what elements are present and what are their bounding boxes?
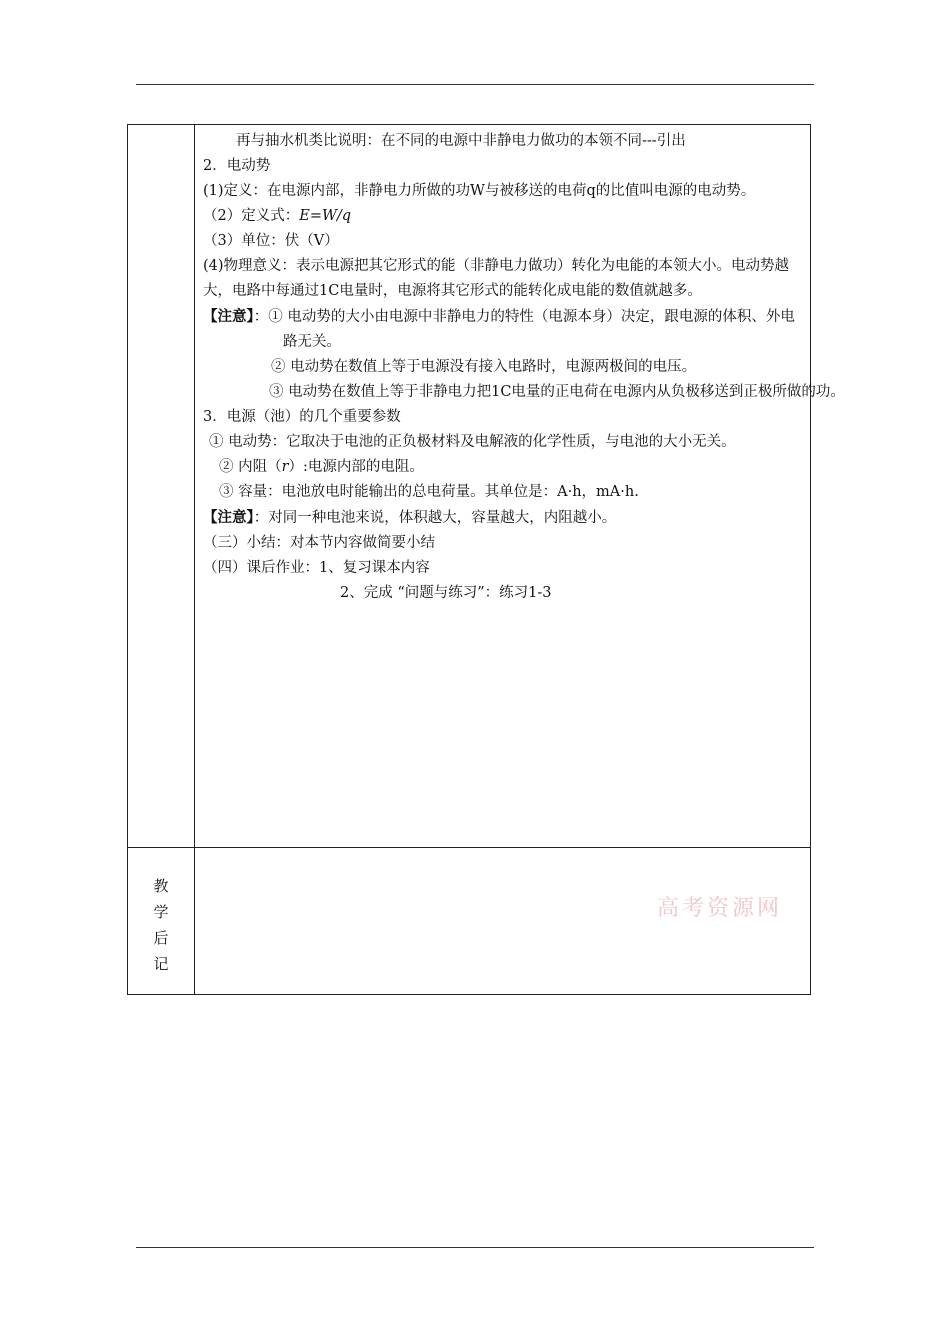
section-heading-params: 3．电源（池）的几个重要参数 [203,409,401,425]
row-divider [128,847,810,848]
note-label: 【注意】 [203,509,254,526]
emf-definition: (1)定义：在电源内部，非静电力所做的功W与被移送的电荷q的比值叫电源的电动势。 [203,183,756,199]
watermark-stamp: 高考资源网 [657,896,783,921]
note-4: 【注意】：对同一种电池来说，体积越大，容量越大，内阻越小。 [203,509,617,526]
emf-unit: （3）单位：伏（V） [203,233,339,249]
footer-rule [136,1247,814,1248]
analogy-line: 再与抽水机类比说明：在不同的电源中非静电力做功的本领不同---引出 [236,133,686,149]
param-resistance: ② 内阻（r）:电源内部的电阻。 [219,459,424,475]
homework-line-2: 2、完成 “问题与练习”：练习1-3 [340,585,552,601]
emf-meaning: (4)物理意义：表示电源把其它形式的能（非静电力做功）转化为电能的本领大小。电动势越大，电路中每通过1C电量时，电源将其它形式的能转化成电能的数值就越多。 [203,258,790,299]
teaching-reflection-label: 教 学 后 记 [153,877,169,973]
note-label: 【注意】 [203,308,254,325]
lesson-table [127,124,845,995]
note-2: ② 电动势在数值上等于电源没有接入电路时，电源两极间的电压。 [271,359,697,375]
param-capacity: ③ 容量：电池放电时能输出的总电荷量。其单位是：A·h，mA·h. [219,484,639,500]
note-3: ③ 电动势在数值上等于非静电力把1C电量的正电荷在电源内从负极移送到正极所做的功。 [269,384,845,400]
section-heading-emf: 2．电动势 [203,158,271,174]
formula-label: （2）定义式： [203,208,300,224]
header-rule [136,84,814,85]
formula: E=W/q [299,208,352,224]
note-1: 【注意】：① 电动势的大小由电源中非静电力的特性（电源本身）决定，跟电源的体积、外电路无关。 [203,308,795,350]
column-divider [194,125,195,994]
lesson-content [203,129,845,606]
homework-line-1: （四）课后作业：1、复习课本内容 [203,560,430,576]
param-emf: ① 电动势：它取决于电池的正负极材料及电解液的化学性质，与电池的大小无关。 [209,434,736,450]
summary-line: （三）小结：对本节内容做简要小结 [203,535,435,551]
emf-formula-line [203,204,807,229]
